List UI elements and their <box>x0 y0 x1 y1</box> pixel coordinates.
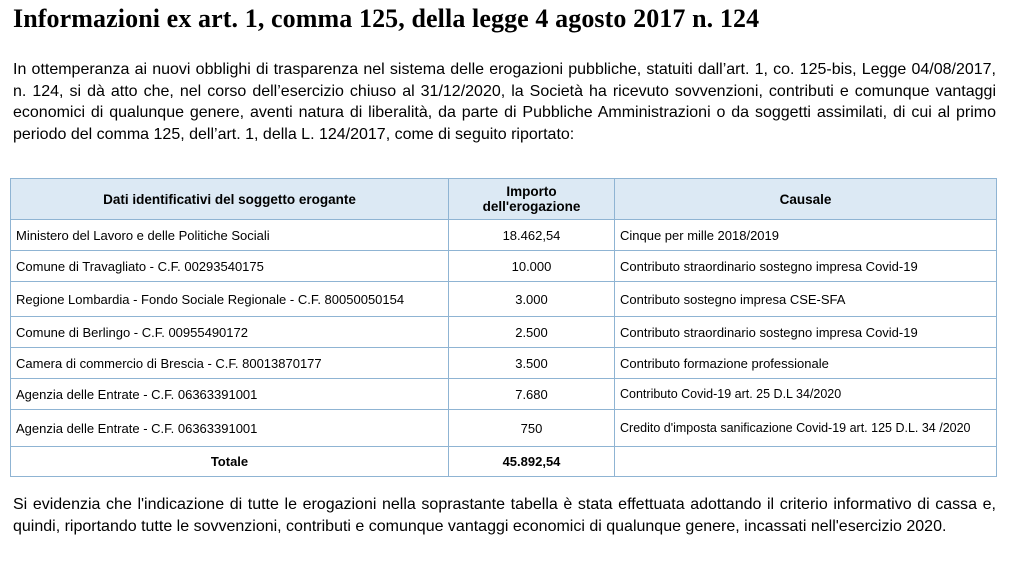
header-importo-line2: dell'erogazione <box>482 199 581 214</box>
total-causale-empty <box>615 447 997 477</box>
table-row <box>11 379 997 410</box>
header-importo <box>449 179 615 220</box>
total-importo: 45.892,54 <box>449 447 615 477</box>
table-header-row <box>11 179 997 220</box>
cell-causale: Cinque per mille 2018/2019 <box>615 220 997 251</box>
page-title: Informazioni ex art. 1, comma 125, della legge 4 agosto 2017 n. 124 <box>13 4 760 33</box>
cell-ente: Regione Lombardia - Fondo Sociale Regionale - C.F. 80050050154 <box>11 282 449 317</box>
cell-ente: Ministero del Lavoro e delle Politiche Sociali <box>11 220 449 251</box>
cell-causale: Contributo sostegno impresa CSE-SFA <box>615 282 997 317</box>
cell-importo: 7.680 <box>449 379 615 410</box>
cell-causale: Contributo straordinario sostegno impresa Covid-19 <box>615 251 997 282</box>
outro-paragraph: Si evidenzia che l'indicazione di tutte le erogazioni nella soprastante tabella è stata effettuata adottando il criterio informativo di cassa e, quindi, riportando tutte le sovvenzioni, contributi e comunque vantaggi economici di qualunque genere, incassati nell'esercizio 2020. <box>13 496 996 535</box>
cell-importo: 10.000 <box>449 251 615 282</box>
table-row <box>11 317 997 348</box>
cell-importo: 2.500 <box>449 317 615 348</box>
header-ente: Dati identificativi del soggetto erogante <box>11 179 449 220</box>
header-importo-line1: Importo <box>506 184 557 199</box>
cell-importo: 18.462,54 <box>449 220 615 251</box>
table-row <box>11 410 997 447</box>
grants-table <box>10 178 997 477</box>
cell-ente: Agenzia delle Entrate - C.F. 06363391001 <box>11 410 449 447</box>
cell-causale: Credito d'imposta sanificazione Covid-19 art. 125 D.L. 34 /2020 <box>615 410 997 447</box>
cell-ente: Comune di Travagliato - C.F. 00293540175 <box>11 251 449 282</box>
cell-ente: Agenzia delle Entrate - C.F. 06363391001 <box>11 379 449 410</box>
intro-paragraph: In ottemperanza ai nuovi obblighi di trasparenza nel sistema delle erogazioni pubbliche, statuiti dall’art. 1, co. 125-bis, Legge 04/08/2017, n. 124, si dà atto che, nel corso dell’esercizio chiuso al 31/12/2020, la Società ha ricevuto sovvenzioni, contributi e comunque vantaggi economici di qualunque genere, aventi natura di liberalità, da parte di Pubbliche Amministrazioni o da soggetti assimilati, di cui al primo periodo del comma 125, dell’art. 1, della L. 124/2017, come di seguito riportato: <box>13 61 996 143</box>
cell-importo: 3.000 <box>449 282 615 317</box>
table-row <box>11 220 997 251</box>
cell-importo: 3.500 <box>449 348 615 379</box>
cell-causale: Contributo Covid-19 art. 25 D.L 34/2020 <box>615 379 997 410</box>
table-row <box>11 251 997 282</box>
table-row <box>11 282 997 317</box>
cell-ente: Comune di Berlingo - C.F. 00955490172 <box>11 317 449 348</box>
cell-ente: Camera di commercio di Brescia - C.F. 80013870177 <box>11 348 449 379</box>
cell-causale: Contributo straordinario sostegno impresa Covid-19 <box>615 317 997 348</box>
header-causale: Causale <box>615 179 997 220</box>
cell-causale: Contributo formazione professionale <box>615 348 997 379</box>
table-row <box>11 348 997 379</box>
total-row <box>11 447 997 477</box>
total-label: Totale <box>11 447 449 477</box>
cell-importo: 750 <box>449 410 615 447</box>
